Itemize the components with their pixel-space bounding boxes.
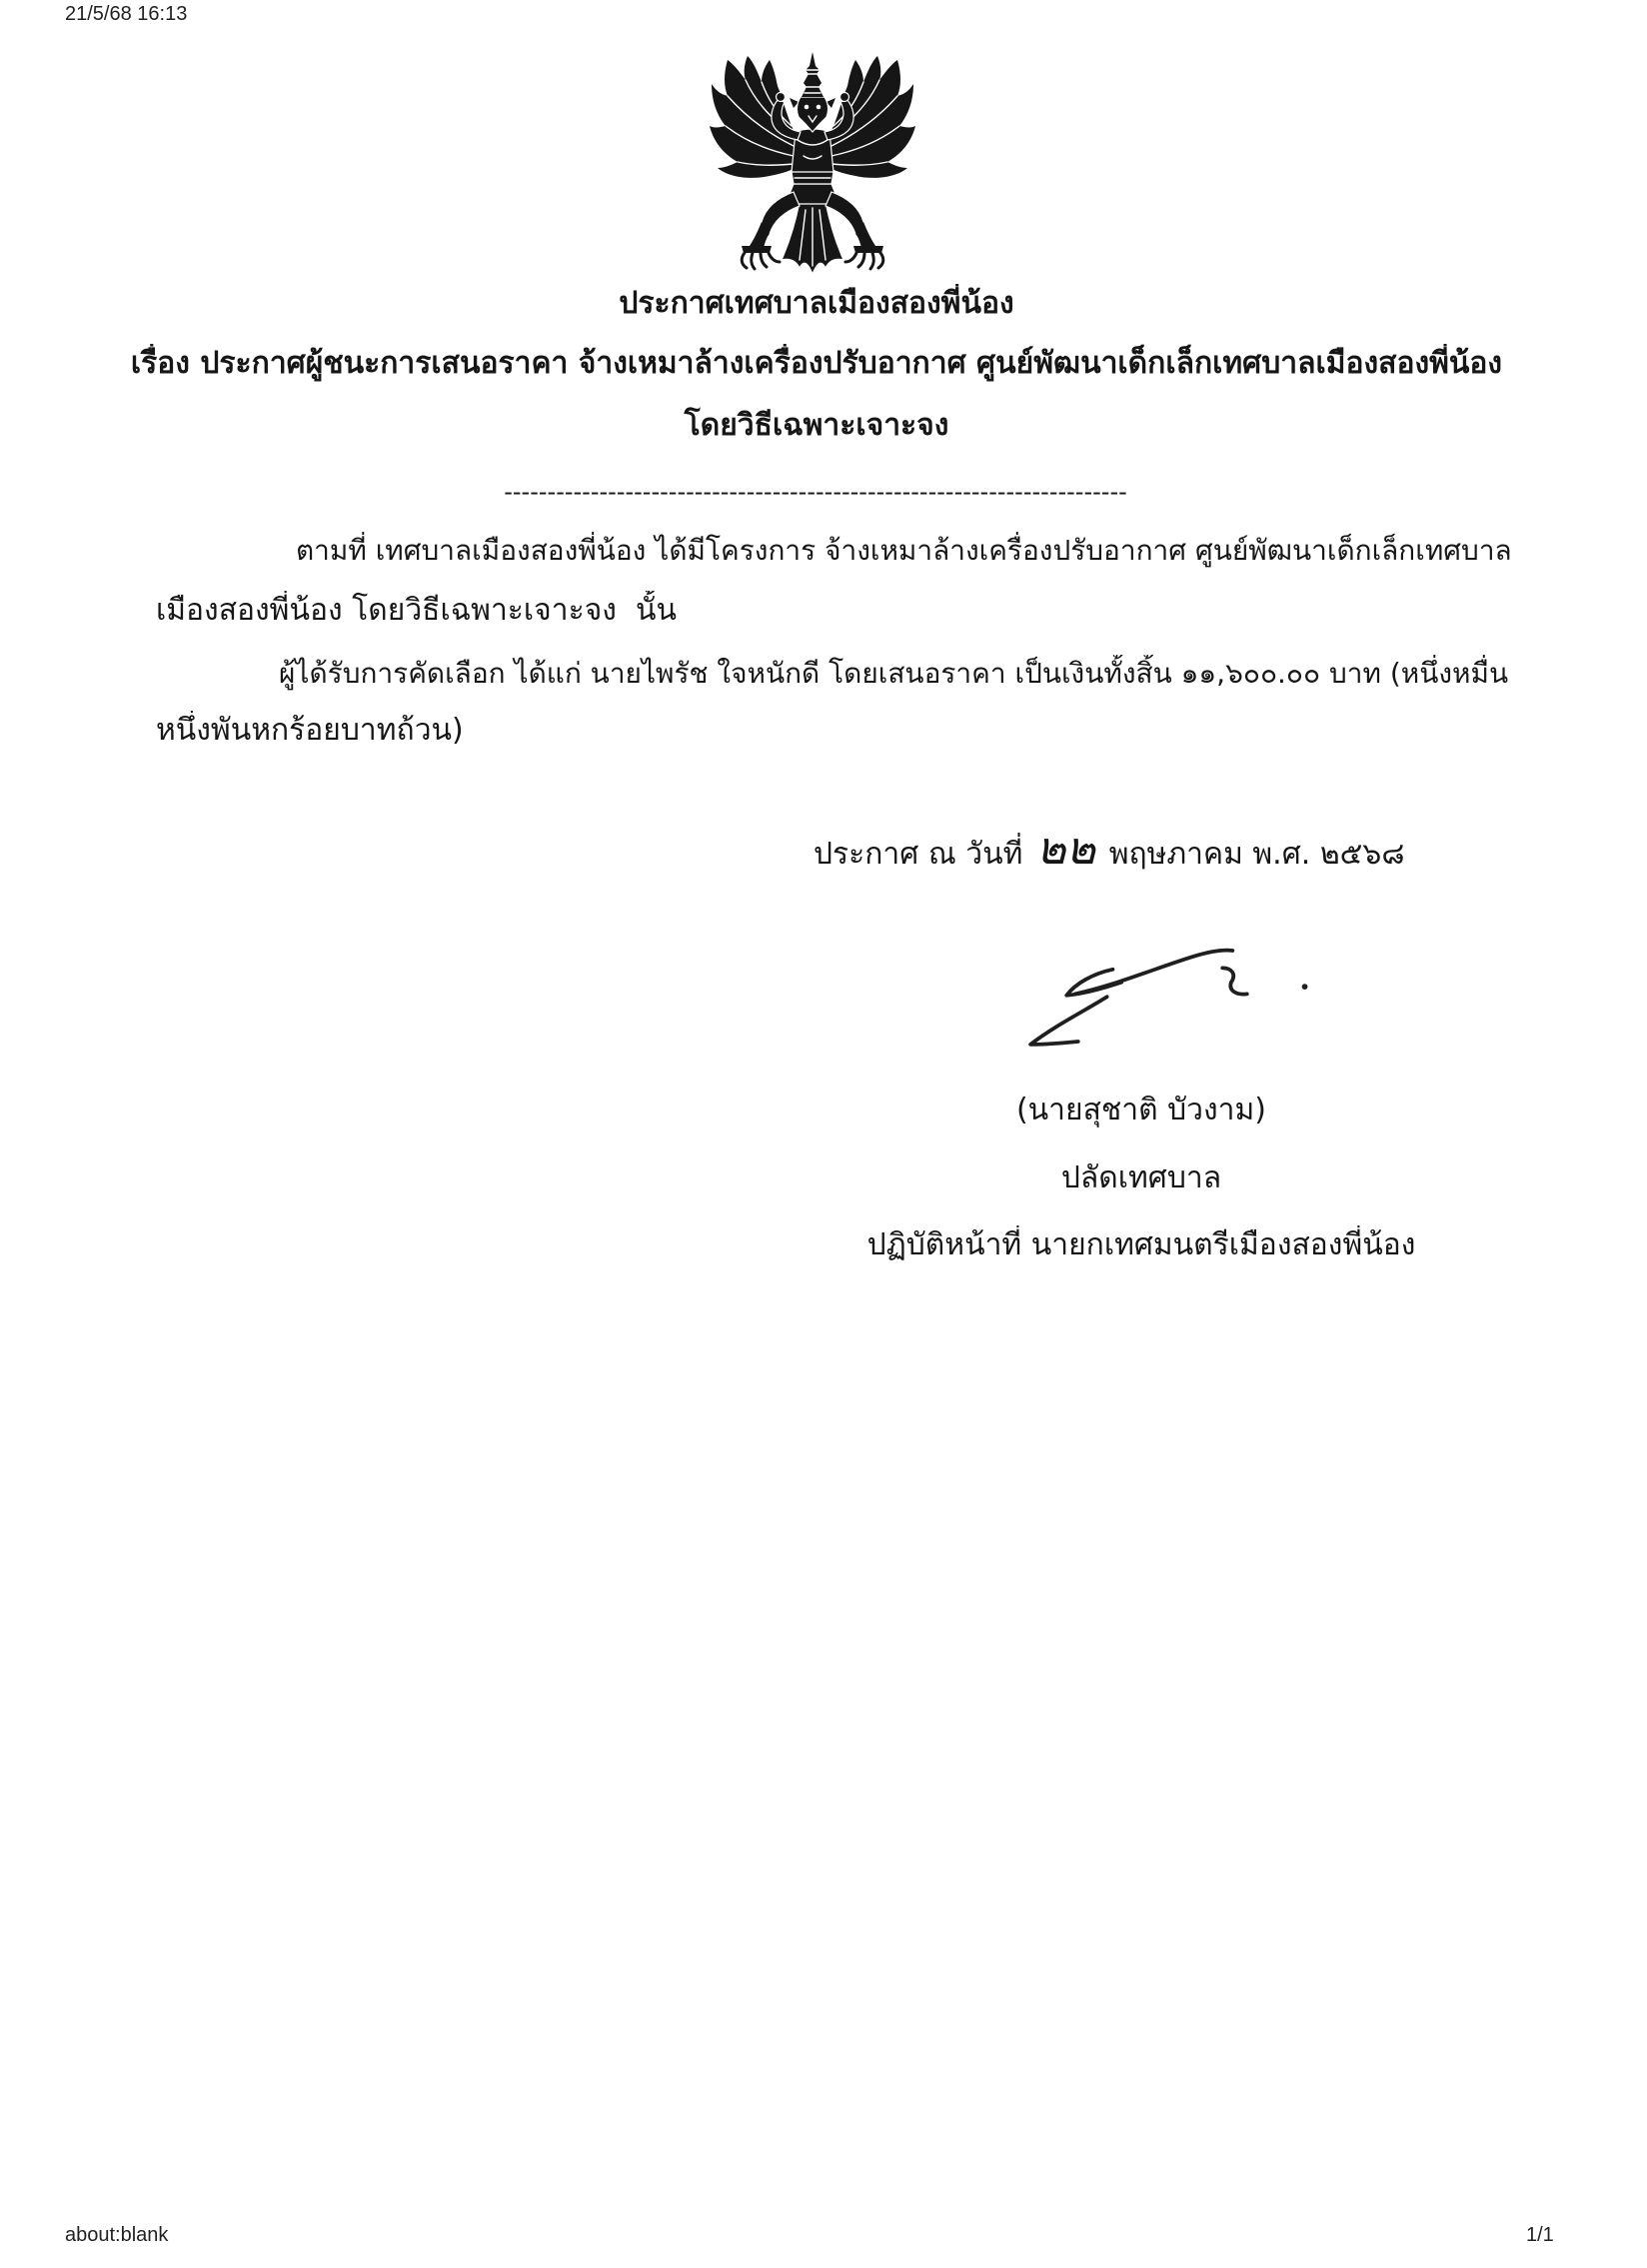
paragraph-1-line-2: เมืองสองพี่น้อง โดยวิธีเฉพาะเจาะจง นั้น [156, 593, 678, 628]
document-title: ประกาศเทศบาลเมืองสองพี่น้อง [619, 286, 1014, 321]
print-header-datetime: 21/5/68 16:13 [65, 3, 188, 25]
date-month-year: พฤษภาคม พ.ศ. ๒๕๖๘ [1108, 837, 1405, 872]
paragraph-2-line-2: หนึ่งพันหกร้อยบาทถ้วน) [156, 713, 464, 748]
paragraph-1-line-1: ตามที่ เทศบาลเมืองสองพี่น้อง ได้มีโครงการ จ้างเหมาล้างเครื่องปรับอากาศ ศูนย์พัฒนาเด็กเล็กเทศบาล [296, 534, 1512, 567]
signatory-acting-role: ปฏิบัติหน้าที่ นายกเทศมนตรีเมืองสองพี่น้อง [866, 1227, 1416, 1262]
procurement-method: โดยวิธีเฉพาะเจาะจง [684, 408, 949, 443]
garuda-head [790, 97, 835, 132]
handwritten-signature [1011, 925, 1315, 1055]
signatory-position: ปลัดเทศบาล [1060, 1160, 1222, 1195]
separator-line: ------------------------------------------------------------------------ [504, 478, 1127, 506]
crown-spire [802, 52, 824, 97]
right-wing [829, 56, 915, 178]
tail-feathers [782, 202, 843, 274]
announcement-date [814, 826, 1453, 876]
print-footer-url: about:blank [65, 2224, 169, 2246]
document-subject: เรื่อง ประกาศผู้ชนะการเสนอราคา จ้างเหมาล้างเครื่องปรับอากาศ ศูนย์พัฒนาเด็กเล็กเทศบาลเมืองสองพี่น้อง [130, 346, 1503, 381]
signatory-name: (นายสุชาติ บัวงาม) [1015, 1093, 1267, 1128]
garuda-emblem-icon [708, 50, 917, 275]
date-day-handwritten: ๒๒ [1035, 826, 1096, 875]
date-prefix: ประกาศ ณ วันที่ [814, 837, 1023, 872]
paragraph-2-line-1: ผู้ได้รับการคัดเลือก ได้แก่ นายไพรัช ใจหนักดี โดยเสนอราคา เป็นเงินทั้งสิ้น ๑๑,๖๐๐.๐๐ บาท (หนึ่งหมื่น [279, 657, 1509, 690]
left-wing [710, 56, 796, 178]
print-footer-page-number: 1/1 [1526, 2224, 1554, 2246]
